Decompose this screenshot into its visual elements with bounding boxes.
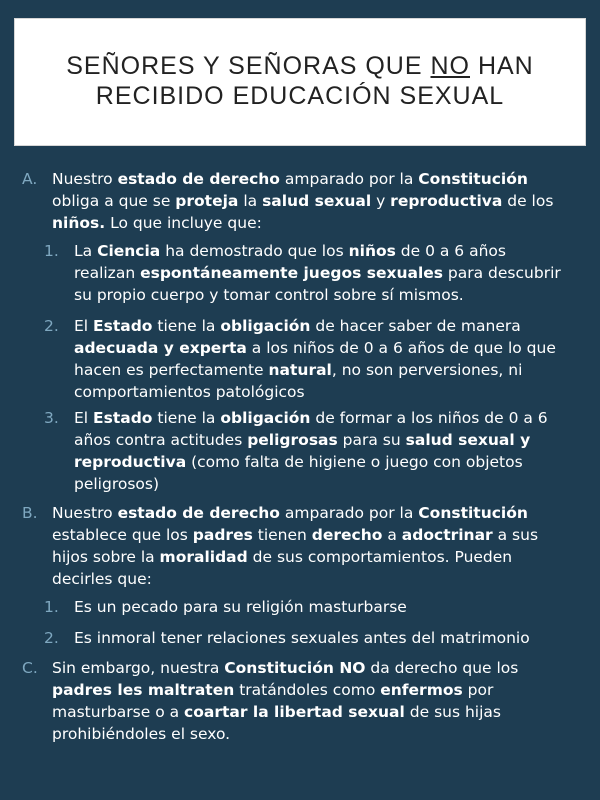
text-run: tiene la <box>152 317 221 335</box>
bold-text-run: estado de derecho <box>117 504 280 522</box>
list-item-text <box>52 657 562 745</box>
bold-text-run: obligación <box>220 317 311 335</box>
list-marker: C. <box>22 659 38 677</box>
text-run: Es un pecado para su religión masturbarse <box>74 598 407 616</box>
bold-text-run: Constitución NO <box>224 659 366 677</box>
list-item-text <box>52 502 562 590</box>
text-run: por masturbarse o a <box>52 681 494 721</box>
text-run: El <box>74 409 94 427</box>
bold-text-run: padres <box>192 526 253 544</box>
text-run: Lo que incluye que: <box>105 214 262 232</box>
text-run: de sus comportamientos. Pueden decirles que: <box>52 548 513 588</box>
text-run: tiene la <box>152 409 221 427</box>
bold-text-run: Constitución <box>418 170 528 188</box>
bold-text-run: niños. <box>52 214 106 232</box>
list-item-text <box>74 627 564 649</box>
text-run: amparado por la <box>279 504 419 522</box>
list-marker: B. <box>22 504 38 522</box>
bold-text-run: moralidad <box>159 548 248 566</box>
text-run: y <box>371 192 391 210</box>
text-run: la <box>238 192 263 210</box>
list-marker: 2. <box>44 629 59 647</box>
text-run: El <box>74 317 94 335</box>
title-line1-start: SEÑORES Y SEÑORAS QUE <box>66 52 431 80</box>
text-run: de sus hijas prohibiéndoles el sexo. <box>52 703 501 743</box>
bold-text-run: peligrosas <box>247 431 338 449</box>
bold-text-run: salud sexual y reproductiva <box>74 431 531 471</box>
text-run: de 0 a 6 años realizan <box>74 242 506 282</box>
text-run: tratándoles como <box>234 681 381 699</box>
title-underlined-word: NO <box>430 52 470 80</box>
bold-text-run: obligación <box>220 409 311 427</box>
bold-text-run: adecuada y experta <box>74 339 247 357</box>
list-marker: 3. <box>44 409 59 427</box>
text-run: a los niños de 0 a 6 años de que lo que hacen es perfectamente <box>74 339 556 379</box>
text-run: tienen <box>252 526 312 544</box>
bold-text-run: salud sexual <box>262 192 372 210</box>
text-run: La <box>74 242 98 260</box>
list-marker: 1. <box>44 242 59 260</box>
list-item-text <box>74 315 564 403</box>
bold-text-run: reproductiva <box>390 192 503 210</box>
text-run: para descubrir su propio cuerpo y tomar control sobre sí mismos. <box>74 264 561 304</box>
text-run: establece que los <box>52 526 193 544</box>
list-item-text <box>74 596 564 618</box>
bold-text-run: adoctrinar <box>401 526 493 544</box>
list-marker: 2. <box>44 317 59 335</box>
text-run: (como falta de higiene o juego con objetos peligrosos) <box>74 453 523 493</box>
list-item-text <box>74 407 564 495</box>
bold-text-run: natural <box>268 361 332 379</box>
text-run: de los <box>502 192 554 210</box>
text-run: para su <box>337 431 406 449</box>
text-run: a sus hijos sobre la <box>52 526 539 566</box>
title-line2: RECIBIDO EDUCACIÓN SEXUAL <box>95 82 505 110</box>
text-run: Nuestro <box>52 504 118 522</box>
slide-title-box <box>14 18 586 146</box>
text-run: da derecho que los <box>365 659 519 677</box>
bold-text-run: Constitución <box>418 504 528 522</box>
bold-text-run: Ciencia <box>97 242 161 260</box>
bold-text-run: niños <box>348 242 396 260</box>
text-run: obliga a que se <box>52 192 176 210</box>
bold-text-run: estado de derecho <box>117 170 280 188</box>
bold-text-run: Estado <box>93 409 153 427</box>
text-run: de hacer saber de manera <box>310 317 521 335</box>
text-run: ha demostrado que los <box>160 242 349 260</box>
bold-text-run: espontáneamente juegos sexuales <box>140 264 443 282</box>
text-run: , no son perversiones, ni comportamientos patológicos <box>74 361 523 401</box>
bold-text-run: enfermos <box>380 681 463 699</box>
bold-text-run: proteja <box>175 192 239 210</box>
title-line1-end: HAN <box>470 52 534 80</box>
bold-text-run: derecho <box>311 526 383 544</box>
list-item-text <box>52 168 562 234</box>
list-marker: 1. <box>44 598 59 616</box>
list-item-text <box>74 240 564 306</box>
text-run: Nuestro <box>52 170 118 188</box>
bold-text-run: Estado <box>93 317 153 335</box>
bold-text-run: padres les maltraten <box>52 681 235 699</box>
slide-title <box>15 51 585 111</box>
text-run: amparado por la <box>279 170 419 188</box>
list-marker: A. <box>22 170 38 188</box>
bold-text-run: coartar la libertad sexual <box>184 703 405 721</box>
text-run: Es inmoral tener relaciones sexuales antes del matrimonio <box>74 629 530 647</box>
text-run: a <box>382 526 402 544</box>
text-run: de formar a los niños de 0 a 6 años contra actitudes <box>74 409 548 449</box>
text-run: Sin embargo, nuestra <box>52 659 225 677</box>
